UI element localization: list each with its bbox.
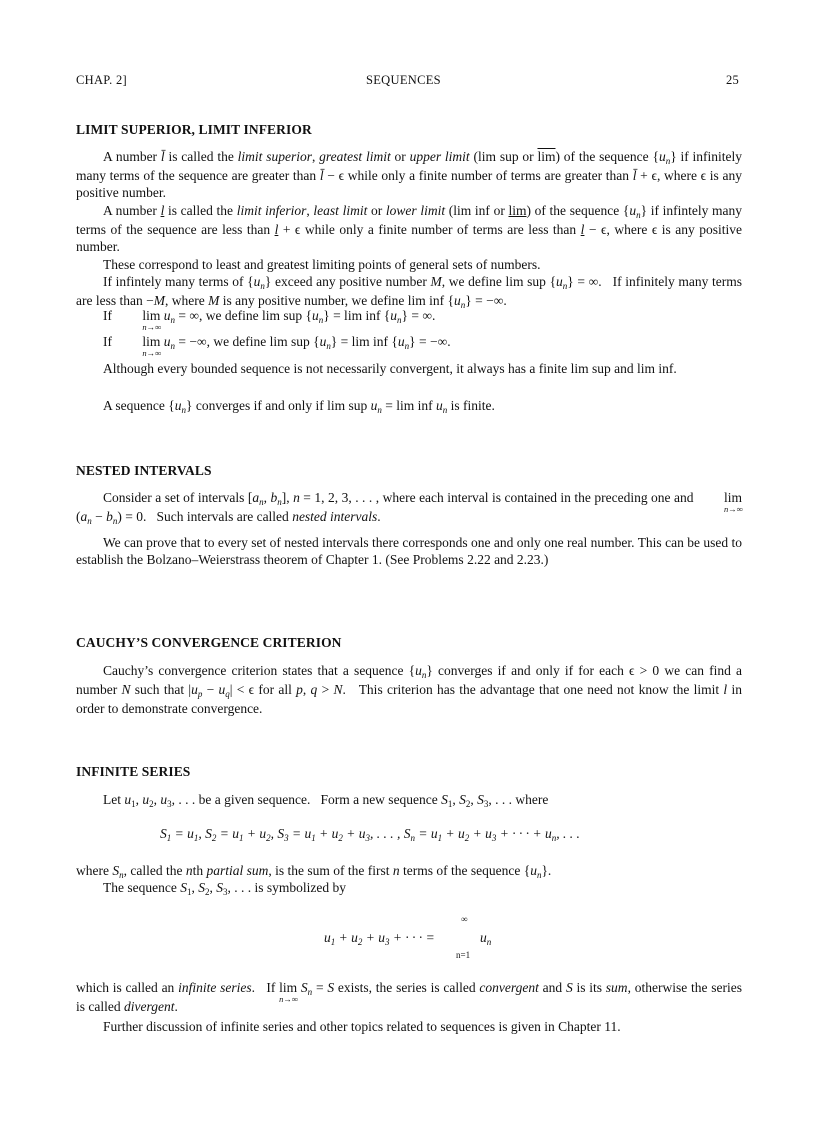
paragraph-bounded-sequence: Although every bounded sequence is not necessarily convergent, it always has a finite lim sup and lim inf. (103, 361, 677, 376)
paragraph-nested-intervals-def: Consider a set of intervals [$a_n$, $b_n$], n = 1, 2, 3, . . . , where each interval is contained in the preceding one and lim n→∞ $(a_n - b_n) = 0$. Such intervals are called nested intervals. (76, 490, 743, 526)
summation-upper-limit: ∞ (461, 914, 468, 924)
paragraph-lim-neg-infinity: If lim n→∞ $u_n$ = −∞, we define lim sup $\{u_n\} = \lim$ inf $\{u_n\}$ = −∞. (103, 334, 451, 358)
paragraph-infinite-limits: If infintely many terms of $\{u_n\}$ exceed any positive number M, we define lim sup $\{u_n\}$ = ∞. If infinitely many terms are less than −M, where M is any positive number, we define lim inf $\{u_n\}$ = −∞. (76, 274, 742, 310)
page-number: 25 (726, 73, 740, 87)
paragraph-limit-superior: A number l̄ is called the limit superior, greatest limit or upper limit (lim sup or $\overline{lim}$) of the sequence $\{u_n\}$ if infinitely many terms of the sequence are greater than l̄ − ϵ while only a finite number of terms are greater than l̄ + ϵ, where ϵ is any positive number. (76, 149, 743, 200)
running-header-chapter: CHAP. 2] (76, 73, 128, 87)
paragraph-symbolized: The sequence $S_1$, $S_2$, $S_3$, . . . is symbolized by (103, 880, 346, 897)
paragraph-lim-infinity: If lim n→∞ $u_n$ = ∞, we define lim sup $\{u_n\} = \lim$ inf $\{u_n\}$ = ∞. (103, 308, 436, 332)
paragraph-limit-inferior: A number l is called the limit inferior, least limit or lower limit (lim inf or lim) of the sequence $\{u_n\}$ if infintely many terms of the sequence are less than l + ϵ while only a finite number of terms are less than l − ϵ, where ϵ is any positive number. (76, 203, 743, 254)
running-header-title: SEQUENCES (366, 73, 441, 87)
section-heading-cauchy: CAUCHY’S CONVERGENCE CRITERION (76, 635, 342, 650)
paragraph-limiting-points: These correspond to least and greatest limiting points of general sets of numbers. (103, 257, 541, 272)
summation-lower-limit: n=1 (456, 950, 471, 960)
paragraph-bolzano-weierstrass: We can prove that to every set of nested intervals there corresponds one and only one real number. This can be used to establish the Bolzano–Weierstrass theorem of Chapter 1. (See Problems 2.22 and 2.23.) (76, 535, 742, 567)
section-heading-limit-superior: LIMIT SUPERIOR, LIMIT INFERIOR (76, 122, 312, 137)
equation-series-left: $u_1 + u_2 + u_3$ + · · · = (324, 930, 435, 947)
summation-term: $u_n$ (480, 930, 492, 947)
paragraph-partial-sums-intro: Let $u_1$, $u_2$, $u_3$, . . . be a given sequence. Form a new sequence $S_1$, $S_2$, $S_3$, . . . where (103, 792, 549, 809)
paragraph-cauchy-criterion: Cauchy’s convergence criterion states that a sequence $\{u_n\}$ converges if and only if for each ϵ > 0 we can find a number N such that $|u_p - u_q| < \epsilon$ for all p, q > N. This criterion has the advantage that one need not know the limit l in order to demonstrate convergence. (76, 663, 742, 716)
paragraph-convergence-condition: A sequence $\{u_n\}$ converges if and only if lim sup $u_n = \lim$ inf $u_n$ is finite. (103, 398, 495, 415)
equation-partial-sums: $S_1 = u_1$, $S_2 = u_1 + u_2$, $S_3 = u_1 + u_2 + u_3$, . . . , $S_n = u_1 + u_2 + u_3$ + · · · + $u_n$, . . . (160, 826, 580, 843)
paragraph-partial-sum-def: where $S_n$, called the nth partial sum, is the sum of the first n terms of the sequence $\{u_n\}$. (76, 863, 552, 880)
paragraph-infinite-series-def: which is called an infinite series. If lim n→∞ $S_n = S$ exists, the series is called convergent and S is its sum, otherwise the series is called divergent. (76, 980, 742, 1014)
section-heading-nested-intervals: NESTED INTERVALS (76, 463, 212, 478)
section-heading-infinite-series: INFINITE SERIES (76, 764, 191, 779)
paragraph-further-discussion: Further discussion of infinite series and other topics related to sequences is given in Chapter 11. (103, 1019, 621, 1034)
